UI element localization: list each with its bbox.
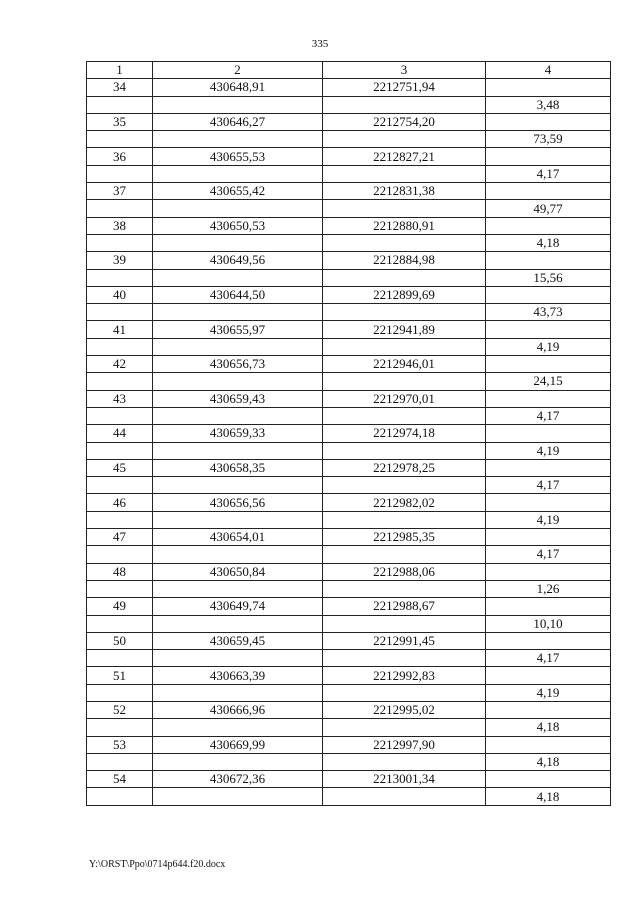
- segment-length-cell: 4,17: [486, 546, 611, 563]
- coordinates-table: [86, 61, 611, 806]
- empty-cell: [87, 719, 153, 736]
- point-x-cell: 430656,73: [153, 356, 323, 373]
- empty-cell: [87, 96, 153, 113]
- empty-cell: [87, 546, 153, 563]
- segment-row: [87, 373, 611, 390]
- segment-row: [87, 477, 611, 494]
- empty-cell: [153, 131, 323, 148]
- point-x-cell: 430648,91: [153, 79, 323, 96]
- empty-cell: [153, 615, 323, 632]
- point-n-cell: 35: [87, 113, 153, 130]
- point-row: [87, 252, 611, 269]
- empty-cell: [323, 165, 486, 182]
- point-row: [87, 148, 611, 165]
- point-y-cell: 2212974,18: [323, 425, 486, 442]
- empty-cell: [153, 200, 323, 217]
- empty-cell: [486, 113, 611, 130]
- empty-cell: [153, 719, 323, 736]
- point-n-cell: 43: [87, 390, 153, 407]
- empty-cell: [486, 632, 611, 649]
- point-x-cell: 430649,74: [153, 598, 323, 615]
- empty-cell: [153, 96, 323, 113]
- empty-cell: [87, 131, 153, 148]
- empty-cell: [323, 373, 486, 390]
- empty-cell: [153, 580, 323, 597]
- empty-cell: [486, 494, 611, 511]
- point-y-cell: 2212827,21: [323, 148, 486, 165]
- segment-length-cell: 1,26: [486, 580, 611, 597]
- segment-length-cell: 4,17: [486, 165, 611, 182]
- empty-cell: [486, 321, 611, 338]
- point-row: [87, 79, 611, 96]
- point-y-cell: 2212884,98: [323, 252, 486, 269]
- empty-cell: [323, 304, 486, 321]
- point-y-cell: 2212982,02: [323, 494, 486, 511]
- empty-cell: [486, 356, 611, 373]
- point-row: [87, 667, 611, 684]
- point-n-cell: 48: [87, 563, 153, 580]
- empty-cell: [153, 304, 323, 321]
- empty-cell: [153, 788, 323, 805]
- empty-cell: [486, 183, 611, 200]
- empty-cell: [486, 217, 611, 234]
- empty-cell: [486, 563, 611, 580]
- point-x-cell: 430659,43: [153, 390, 323, 407]
- empty-cell: [87, 373, 153, 390]
- empty-cell: [486, 148, 611, 165]
- point-y-cell: 2212991,45: [323, 632, 486, 649]
- empty-cell: [87, 269, 153, 286]
- segment-length-cell: 4,19: [486, 442, 611, 459]
- segment-length-cell: 4,18: [486, 753, 611, 770]
- segment-length-cell: 49,77: [486, 200, 611, 217]
- empty-cell: [486, 598, 611, 615]
- empty-cell: [87, 304, 153, 321]
- segment-row: [87, 719, 611, 736]
- point-y-cell: 2212988,67: [323, 598, 486, 615]
- empty-cell: [87, 442, 153, 459]
- point-n-cell: 50: [87, 632, 153, 649]
- empty-cell: [323, 511, 486, 528]
- point-x-cell: 430666,96: [153, 701, 323, 718]
- segment-row: [87, 269, 611, 286]
- segment-row: [87, 165, 611, 182]
- point-y-cell: 2212978,25: [323, 459, 486, 476]
- point-x-cell: 430649,56: [153, 252, 323, 269]
- empty-cell: [486, 771, 611, 788]
- empty-cell: [153, 165, 323, 182]
- point-x-cell: 430655,53: [153, 148, 323, 165]
- segment-row: [87, 615, 611, 632]
- column-header: 4: [486, 62, 611, 79]
- point-y-cell: 2212754,20: [323, 113, 486, 130]
- empty-cell: [87, 684, 153, 701]
- segment-row: [87, 234, 611, 251]
- point-y-cell: 2213001,34: [323, 771, 486, 788]
- empty-cell: [486, 286, 611, 303]
- empty-cell: [87, 753, 153, 770]
- point-n-cell: 46: [87, 494, 153, 511]
- point-row: [87, 321, 611, 338]
- point-x-cell: 430655,97: [153, 321, 323, 338]
- point-n-cell: 39: [87, 252, 153, 269]
- segment-row: [87, 304, 611, 321]
- point-y-cell: 2212946,01: [323, 356, 486, 373]
- point-row: [87, 701, 611, 718]
- point-n-cell: 42: [87, 356, 153, 373]
- point-x-cell: 430650,53: [153, 217, 323, 234]
- point-y-cell: 2212985,35: [323, 529, 486, 546]
- segment-row: [87, 338, 611, 355]
- point-n-cell: 38: [87, 217, 153, 234]
- empty-cell: [323, 650, 486, 667]
- point-n-cell: 44: [87, 425, 153, 442]
- empty-cell: [87, 511, 153, 528]
- empty-cell: [323, 442, 486, 459]
- segment-row: [87, 96, 611, 113]
- empty-cell: [153, 684, 323, 701]
- segment-row: [87, 788, 611, 805]
- column-header: 2: [153, 62, 323, 79]
- empty-cell: [153, 511, 323, 528]
- segment-length-cell: 15,56: [486, 269, 611, 286]
- segment-row: [87, 442, 611, 459]
- file-path-footer: Y:\ORST\Ppo\0714p644.f20.docx: [89, 859, 226, 870]
- empty-cell: [323, 269, 486, 286]
- empty-cell: [486, 252, 611, 269]
- point-y-cell: 2212880,91: [323, 217, 486, 234]
- empty-cell: [87, 234, 153, 251]
- point-n-cell: 40: [87, 286, 153, 303]
- segment-length-cell: 4,17: [486, 477, 611, 494]
- point-n-cell: 54: [87, 771, 153, 788]
- segment-row: [87, 407, 611, 424]
- segment-row: [87, 753, 611, 770]
- segment-length-cell: 24,15: [486, 373, 611, 390]
- segment-length-cell: 4,17: [486, 650, 611, 667]
- segment-length-cell: 10,10: [486, 615, 611, 632]
- point-x-cell: 430646,27: [153, 113, 323, 130]
- empty-cell: [323, 753, 486, 770]
- segment-length-cell: 4,18: [486, 234, 611, 251]
- empty-cell: [153, 442, 323, 459]
- empty-cell: [87, 477, 153, 494]
- point-x-cell: 430663,39: [153, 667, 323, 684]
- header-row: [87, 62, 611, 79]
- point-x-cell: 430650,84: [153, 563, 323, 580]
- empty-cell: [153, 234, 323, 251]
- column-header: 3: [323, 62, 486, 79]
- point-n-cell: 34: [87, 79, 153, 96]
- point-row: [87, 183, 611, 200]
- point-x-cell: 430656,56: [153, 494, 323, 511]
- point-n-cell: 52: [87, 701, 153, 718]
- empty-cell: [323, 200, 486, 217]
- empty-cell: [486, 736, 611, 753]
- point-x-cell: 430659,45: [153, 632, 323, 649]
- empty-cell: [323, 615, 486, 632]
- point-row: [87, 529, 611, 546]
- empty-cell: [323, 131, 486, 148]
- point-y-cell: 2212899,69: [323, 286, 486, 303]
- empty-cell: [486, 701, 611, 718]
- point-row: [87, 598, 611, 615]
- point-y-cell: 2212751,94: [323, 79, 486, 96]
- point-y-cell: 2212831,38: [323, 183, 486, 200]
- empty-cell: [323, 580, 486, 597]
- point-n-cell: 37: [87, 183, 153, 200]
- segment-length-cell: 4,17: [486, 407, 611, 424]
- empty-cell: [323, 788, 486, 805]
- empty-cell: [153, 373, 323, 390]
- empty-cell: [486, 667, 611, 684]
- empty-cell: [323, 719, 486, 736]
- point-row: [87, 390, 611, 407]
- point-row: [87, 425, 611, 442]
- point-row: [87, 459, 611, 476]
- point-x-cell: 430654,01: [153, 529, 323, 546]
- empty-cell: [87, 615, 153, 632]
- point-row: [87, 113, 611, 130]
- empty-cell: [87, 165, 153, 182]
- segment-length-cell: 4,19: [486, 338, 611, 355]
- empty-cell: [87, 407, 153, 424]
- segment-row: [87, 200, 611, 217]
- segment-row: [87, 650, 611, 667]
- point-row: [87, 771, 611, 788]
- point-row: [87, 356, 611, 373]
- empty-cell: [153, 407, 323, 424]
- point-n-cell: 53: [87, 736, 153, 753]
- point-x-cell: 430655,42: [153, 183, 323, 200]
- empty-cell: [87, 200, 153, 217]
- empty-cell: [323, 546, 486, 563]
- point-x-cell: 430644,50: [153, 286, 323, 303]
- segment-row: [87, 131, 611, 148]
- empty-cell: [87, 788, 153, 805]
- empty-cell: [323, 96, 486, 113]
- segment-length-cell: 4,18: [486, 719, 611, 736]
- point-n-cell: 36: [87, 148, 153, 165]
- empty-cell: [87, 650, 153, 667]
- empty-cell: [486, 390, 611, 407]
- point-x-cell: 430672,36: [153, 771, 323, 788]
- empty-cell: [486, 529, 611, 546]
- segment-row: [87, 546, 611, 563]
- empty-cell: [87, 580, 153, 597]
- point-y-cell: 2212941,89: [323, 321, 486, 338]
- empty-cell: [486, 425, 611, 442]
- empty-cell: [153, 477, 323, 494]
- empty-cell: [153, 546, 323, 563]
- empty-cell: [486, 79, 611, 96]
- empty-cell: [153, 338, 323, 355]
- point-n-cell: 47: [87, 529, 153, 546]
- segment-length-cell: 4,18: [486, 788, 611, 805]
- point-x-cell: 430669,99: [153, 736, 323, 753]
- point-row: [87, 563, 611, 580]
- empty-cell: [323, 684, 486, 701]
- page-number: 335: [311, 38, 329, 50]
- point-y-cell: 2212997,90: [323, 736, 486, 753]
- segment-length-cell: 4,19: [486, 684, 611, 701]
- point-y-cell: 2212988,06: [323, 563, 486, 580]
- point-row: [87, 286, 611, 303]
- segment-row: [87, 684, 611, 701]
- point-n-cell: 49: [87, 598, 153, 615]
- empty-cell: [323, 234, 486, 251]
- empty-cell: [153, 650, 323, 667]
- point-x-cell: 430659,33: [153, 425, 323, 442]
- empty-cell: [153, 269, 323, 286]
- point-row: [87, 632, 611, 649]
- segment-length-cell: 73,59: [486, 131, 611, 148]
- point-x-cell: 430658,35: [153, 459, 323, 476]
- empty-cell: [486, 459, 611, 476]
- empty-cell: [87, 338, 153, 355]
- point-y-cell: 2212992,83: [323, 667, 486, 684]
- point-row: [87, 736, 611, 753]
- point-y-cell: 2212995,02: [323, 701, 486, 718]
- table-body: [87, 79, 611, 805]
- empty-cell: [153, 753, 323, 770]
- point-row: [87, 217, 611, 234]
- segment-length-cell: 4,19: [486, 511, 611, 528]
- empty-cell: [323, 338, 486, 355]
- segment-length-cell: 3,48: [486, 96, 611, 113]
- segment-row: [87, 511, 611, 528]
- point-row: [87, 494, 611, 511]
- segment-length-cell: 43,73: [486, 304, 611, 321]
- point-n-cell: 41: [87, 321, 153, 338]
- empty-cell: [323, 407, 486, 424]
- segment-row: [87, 580, 611, 597]
- point-n-cell: 45: [87, 459, 153, 476]
- point-n-cell: 51: [87, 667, 153, 684]
- column-header: 1: [87, 62, 153, 79]
- point-y-cell: 2212970,01: [323, 390, 486, 407]
- empty-cell: [323, 477, 486, 494]
